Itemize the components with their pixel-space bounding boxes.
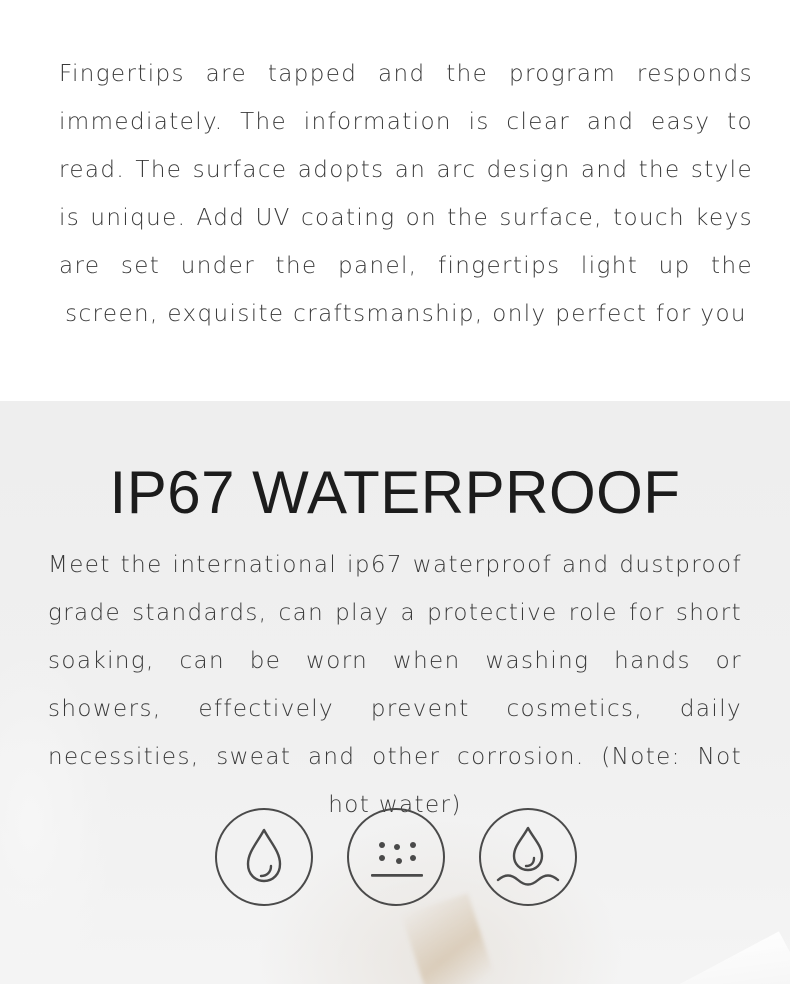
water-drop-icon (215, 808, 313, 906)
waterproof-section (0, 401, 790, 984)
water-resistant-icon (479, 808, 577, 906)
intro-section (0, 0, 790, 401)
section-title: IP67 WATERPROOF (109, 459, 681, 526)
background-highlight (673, 931, 790, 984)
waterproof-paragraph: Meet the international ip67 waterproof and dustproof grade standards, can play a protective role for short soaking, can be worn when washing hands or showers, effectively prevent cosmetics, daily necessities, sweat and other corrosion. (Note: Not hot water) (48, 552, 742, 818)
dustproof-icon (347, 808, 445, 906)
intro-paragraph: Fingertips are tapped and the program responds immediately. The information is clear and easy to read. The surface adopts an arc design and the style is unique. Add UV coating on the surface, touch keys are set under the panel, fingertips light up the screen, exquisite craftsmanship, only perfect for you (59, 61, 753, 327)
feature-icon-row (0, 808, 790, 908)
